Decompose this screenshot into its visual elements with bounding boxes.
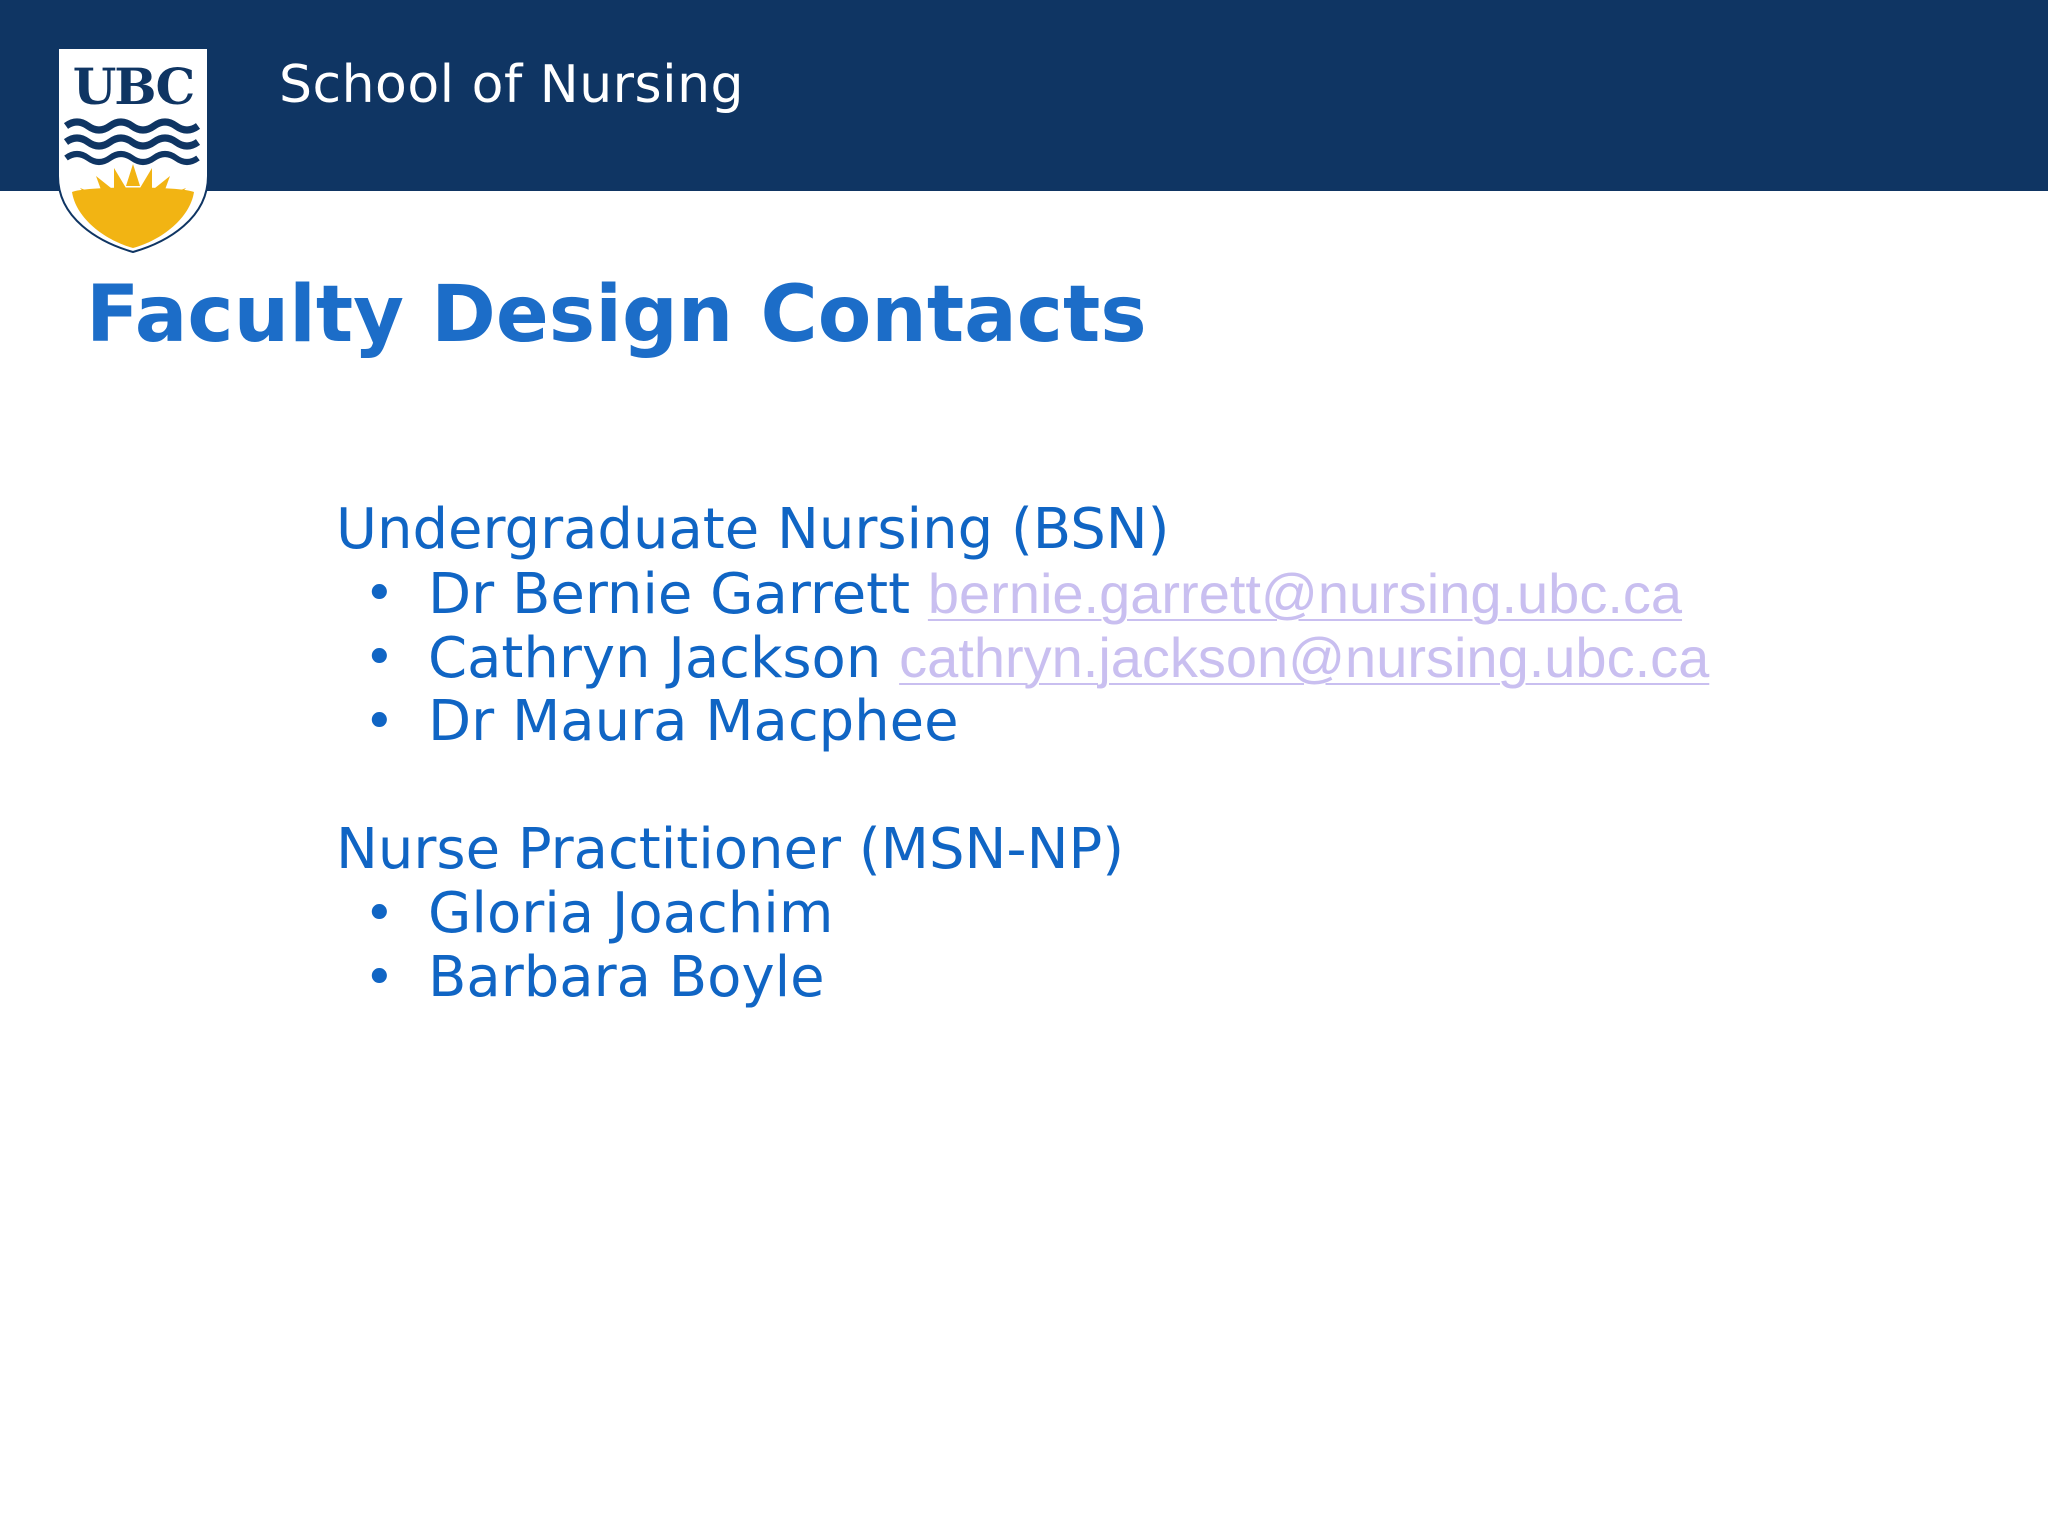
bsn-contact-list [336, 562, 2016, 754]
list-item [336, 690, 2016, 754]
slide-title: Faculty Design Contacts [86, 270, 1147, 360]
email-link[interactable]: bernie.garrett@nursing.ubc.ca [927, 562, 1683, 625]
list-item [336, 562, 2016, 626]
list-item [336, 946, 2016, 1010]
email-link[interactable]: cathryn.jackson@nursing.ubc.ca [899, 626, 1710, 689]
section-heading-bsn: Undergraduate Nursing (BSN) [336, 497, 1170, 562]
bullet-icon: • [364, 564, 395, 624]
list-item [336, 626, 2016, 690]
contact-name: Dr Maura Macphee [428, 689, 959, 754]
bullet-icon: • [364, 948, 395, 1008]
bullet-icon: • [364, 884, 395, 944]
bullet-icon: • [364, 692, 395, 752]
contact-name: Cathryn Jackson [428, 626, 882, 691]
ubc-crest-logo [56, 46, 210, 254]
list-item [336, 882, 2016, 946]
school-name: School of Nursing [279, 55, 745, 115]
bullet-icon: • [364, 628, 395, 688]
contact-name: Gloria Joachim [428, 881, 834, 946]
contact-name: Dr Bernie Garrett [428, 562, 911, 627]
contact-name: Barbara Boyle [428, 945, 825, 1010]
msn-np-contact-list [336, 882, 2016, 1010]
slide-content [336, 498, 2016, 1010]
section-spacer [336, 754, 2016, 818]
section-heading-msn-np: Nurse Practitioner (MSN-NP) [336, 817, 1125, 882]
svg-text:UBC: UBC [72, 57, 194, 116]
